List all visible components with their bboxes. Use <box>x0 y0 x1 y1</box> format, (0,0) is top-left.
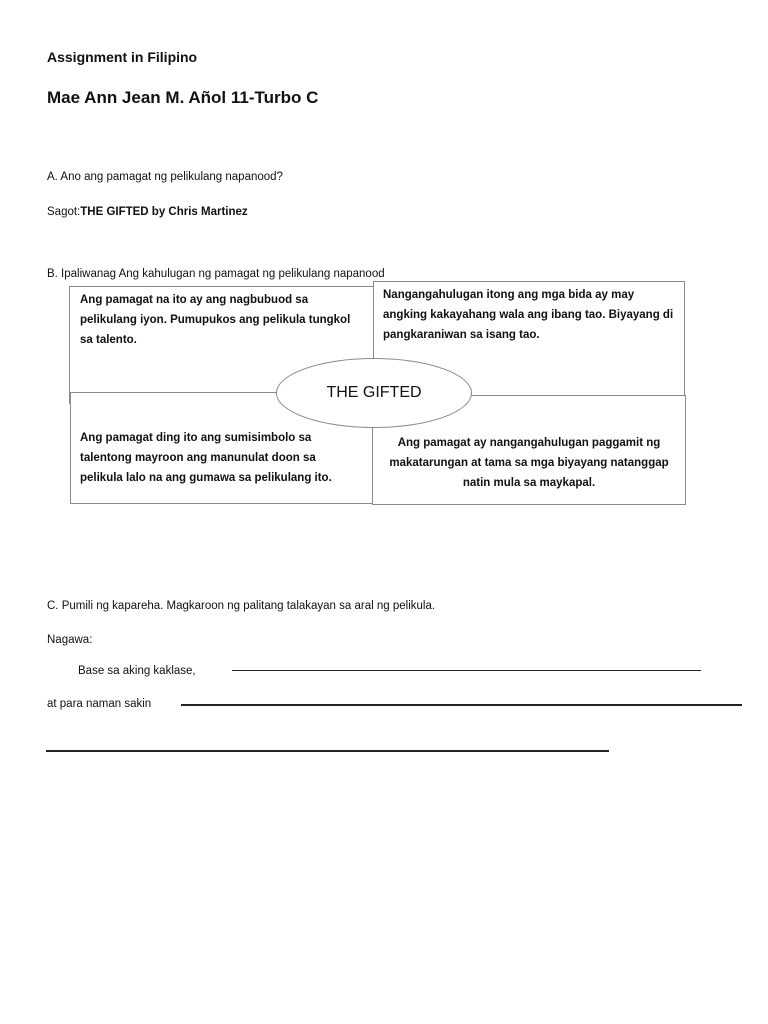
answer-line-3 <box>46 750 609 752</box>
center-ellipse <box>276 358 472 428</box>
quadrant-top-right-text: Nangangahulugan itong ang mga bida ay may angking kakayahang wala ang ibang tao. Biyayang di pangkaraniwan sa isang tao. <box>383 289 674 341</box>
line1-label: Base sa aking kaklase, <box>78 665 196 677</box>
question-a: A. Ano ang pamagat ng pelikulang napanood? <box>47 171 283 183</box>
center-label: THE GIFTED <box>326 384 422 401</box>
quadrant-bottom-right-text: Ang pamagat ay nangangahulugan paggamit ng makatarungan at tama sa mga biyayang natanggap natin mula sa maykapal. <box>389 437 669 489</box>
student-name-line: Mae Ann Jean M. Añol 11-Turbo C <box>47 88 319 107</box>
question-c: C. Pumili ng kapareha. Magkaroon ng palitang talakayan sa aral ng pelikula. <box>47 600 436 612</box>
answer-value: THE GIFTED by Chris Martinez <box>80 206 248 218</box>
line2-label: at para naman sakin <box>47 698 152 710</box>
answer-a <box>47 206 248 218</box>
answer-line-2 <box>181 704 742 706</box>
quadrant-top-left-text: Ang pamagat na ito ay ang nagbubuod sa pelikulang iyon. Pumupukos ang pelikula tungkol sa talento. <box>80 294 351 346</box>
nagawa-label: Nagawa: <box>47 634 93 646</box>
assignment-title: Assignment in Filipino <box>47 49 198 65</box>
question-b: B. Ipaliwanag Ang kahulugan ng pamagat ng pelikulang napanood <box>47 268 385 280</box>
quadrant-bottom-left-text: Ang pamagat ding ito ang sumisimbolo sa talentong mayroon ang manunulat doon sa pelikula lalo na ang gumawa sa pelikulang ito. <box>80 432 332 484</box>
answer-line-1 <box>232 670 701 671</box>
answer-label: Sagot: <box>47 206 81 218</box>
